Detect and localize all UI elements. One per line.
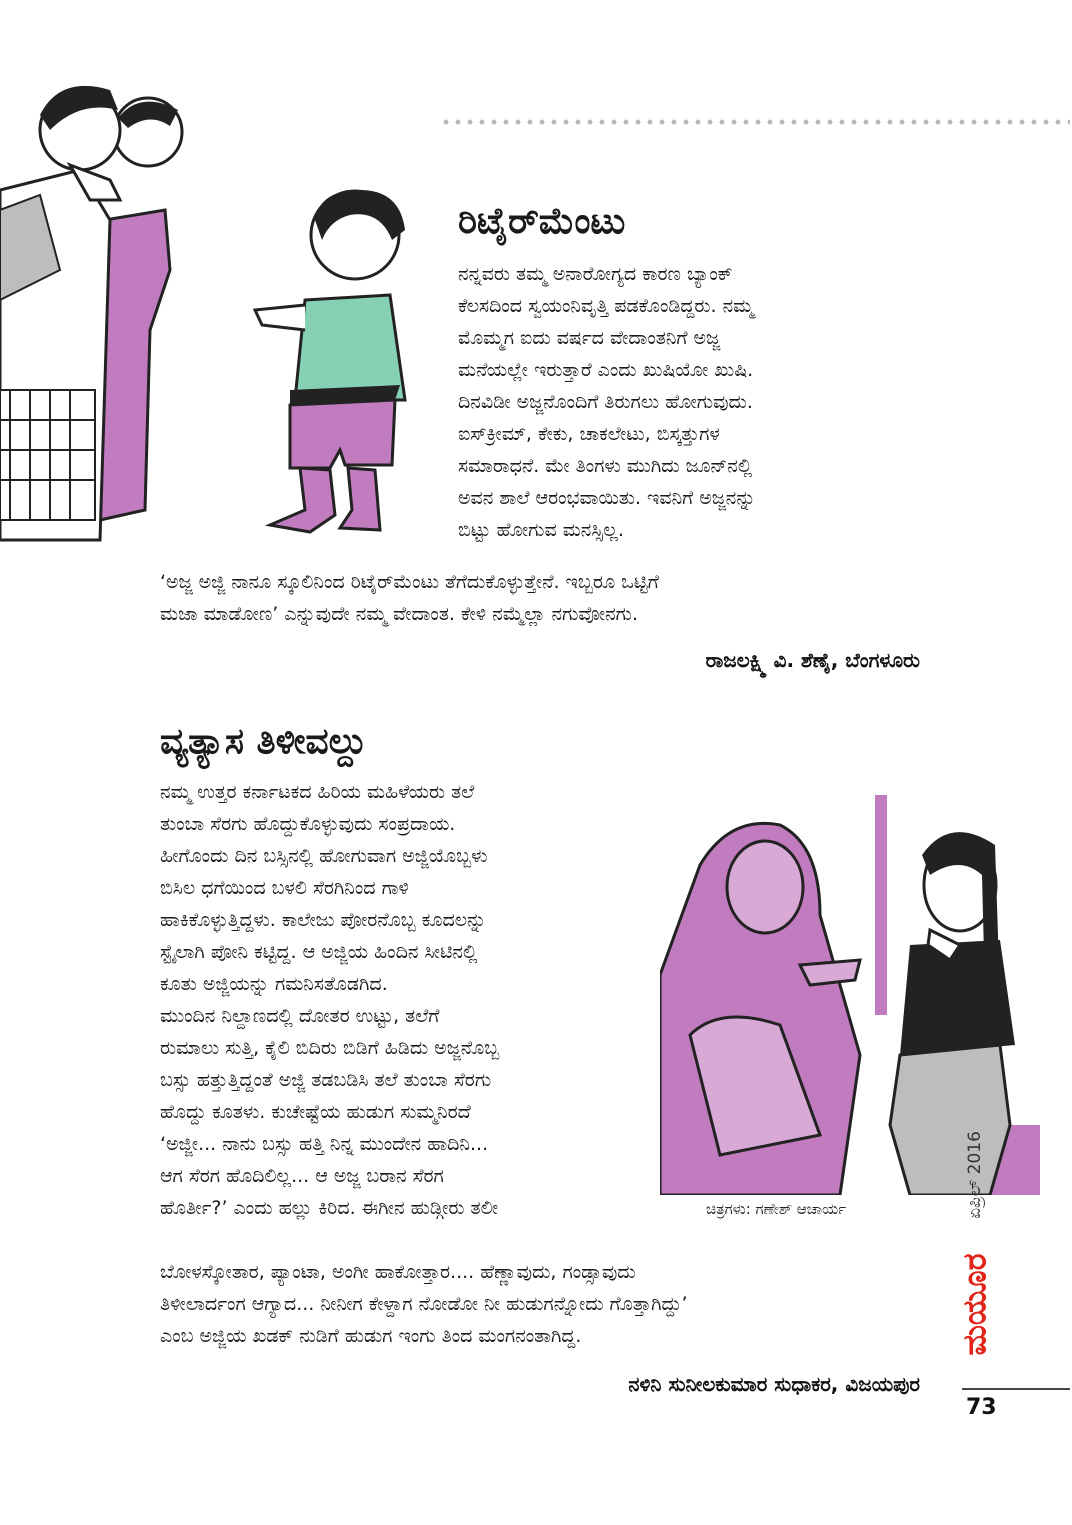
story1-title: ರಿಟೈರ್‌ಮೆಂಟು [458, 201, 626, 242]
issue-date: ಏಪ್ರಿಲ್ 2016 [965, 1131, 985, 1219]
story1-body: ನನ್ನವರು ತಮ್ಮ ಅನಾರೋಗ್ಯದ ಕಾರಣ ಬ್ಯಾಂಕ್ ಕೆಲಸದಿಂದ ಸ್ವಯಂನಿವೃತ್ತಿ ಪಡಕೊಂಡಿದ್ದರು. ನಮ್ಮ ಮೊಮ್ಮಗ ಐದು ವರ್ಷದ ವೇದಾಂತನಿಗೆ ಅಜ್ಜ ಮನೆಯಲ್ಲೇ ಇರುತ್ತಾರೆ ಎಂದು ಖುಷಿಯೋ ಖುಷಿ. ದಿನವಿಡೀ ಅಜ್ಜನೊಂದಿಗೆ ತಿರುಗಲು ಹೋಗುವುದು. ಐಸ್‌ಕ್ರೀಮ್, ಕೇಕು, ಚಾಕಲೇಟು, ಬಿಸ್ಕತ್ತುಗಳ ಸಮಾರಾಧನೆ. ಮೇ ತಿಂಗಳು ಮುಗಿದು ಜೂನ್‌ನಲ್ಲಿ ಅವನ ಶಾಲೆ ಆರಂಭವಾಯಿತು. ಇವನಿಗೆ ಅಜ್ಜನನ್ನು ಬಿಟ್ಟು ಹೋಗುವ ಮನಸ್ಸಿಲ್ಲ. [458, 263, 756, 541]
magazine-logo: ಮಯೂರ [955, 1252, 994, 1356]
story2-body-full-width: ಬೋಳಸ್ಕೋತಾರ, ಪ್ಯಾಂಟಾ, ಅಂಗೀ ಹಾಕೋತ್ತಾರ.... ಹೆಣ್ಣಾವುದು, ಗಂಡ್ಸಾವುದು ತಿಳೀಲಾರ್ದಂಗ ಆಗ್ಯಾದ... ನೀನೀಗ ಕೇಳ್ದಾಗ ನೋಡೋ ನೀ ಹುಡುಗನ್ನೋದು ಗೊತ್ತಾಗಿದ್ದು’ ಎಂಬ ಅಜ್ಜಿಯ ಖಡಕ್ ನುಡಿಗೆ ಹುಡುಗ ಇಂಗು ತಿಂದ ಮಂಗನಂತಾಗಿದ್ದ. [160, 1261, 688, 1347]
dotted-divider [440, 119, 1070, 125]
story2-title: ವ್ಯತ್ಯಾಸ ತಿಳೀವಲ್ದು [160, 721, 367, 762]
story2-byline: ನಳಿನಿ ಸುನೀಲಕುಮಾರ ಸುಧಾಕರ, ವಿಜಯಪುರ [628, 1372, 920, 1396]
story2-body: ನಮ್ಮ ಉತ್ತರ ಕರ್ನಾಟಕದ ಹಿರಿಯ ಮಹಿಳೆಯರು ತಲೆ ತುಂಬಾ ಸೆರಗು ಹೊದ್ದುಕೊಳ್ಳುವುದು ಸಂಪ್ರದಾಯ. ಹೀಗೊಂದು ದಿನ ಬಸ್ಸಿನಲ್ಲಿ ಹೋಗುವಾಗ ಅಜ್ಜಿಯೊಬ್ಬಳು ಬಿಸಿಲ ಧಗೆಯಿಂದ ಬಳಲಿ ಸೆರಗಿನಿಂದ ಗಾಳಿ ಹಾಕಿಕೊಳ್ಳುತ್ತಿದ್ದಳು. ಕಾಲೇಜು ಪೋರನೊಬ್ಬ ಕೂದಲನ್ನು ಸ್ಟೈಲಾಗಿ ಪೋನಿ ಕಟ್ಟಿದ್ದ. ಆ ಅಜ್ಜಿಯ ಹಿಂದಿನ ಸೀಟಿನಲ್ಲಿ ಕೂತು ಅಜ್ಜಿಯನ್ನು ಗಮನಿಸತೊಡಗಿದ. ಮುಂದಿನ ನಿಲ್ದಾಣದಲ್ಲಿ ದೋತರ ಉಟ್ಟು, ತಲೆಗೆ ರುಮಾಲು ಸುತ್ತಿ, ಕೈಲಿ ಬಿದಿರು ಬಿಡಿಗೆ ಹಿಡಿದು ಅಜ್ಜನೊಬ್ಬ ಬಸ್ಸು ಹತ್ತುತ್ತಿದ್ದಂತೆ ಅಜ್ಜಿ ತಡಬಡಿಸಿ ತಲೆ ತುಂಬಾ ಸೆರಗು ಹೊದ್ದು ಕೂತಳು. ಕುಚೇಷ್ಟೆಯ ಹುಡುಗ ಸುಮ್ಮನಿರದೆ ‘ಅಜ್ಜೀ... ನಾನು ಬಸ್ಸು ಹತ್ತಿ ನಿನ್ನ ಮುಂದೇನ ಹಾದಿನಿ... ಆಗ ಸೆರಗ ಹೊದಿಲಿಲ್ಲ... ಆ ಅಜ್ಜ ಬರಾನ ಸೆರಗ ಹೊರ್ತೀ?’ ಎಂದು ಹಲ್ಲು ಕಿರಿದ. ಈಗೀನ ಹುಡ್ಗೀರು ತಲೀ [160, 781, 500, 1219]
illustration-credit: ಚಿತ್ರಗಳು: ಗಣೇಶ್ ಆಚಾರ್ಯ [706, 1200, 846, 1218]
illustration-grandparents-boy [0, 70, 440, 550]
story1-body-full-width: ‘ಅಜ್ಜ ಅಜ್ಜಿ ನಾನೂ ಸ್ಕೂಲಿನಿಂದ ರಿಟೈರ್‌ಮೆಂಟು ತೆಗೆದುಕೊಳ್ಳುತ್ತೇನೆ. ಇಬ್ಬರೂ ಒಟ್ಟಿಗೆ ಮಜಾ ಮಾಡೋಣ’ ಎನ್ನುವುದೇ ನಮ್ಮ ವೇದಾಂತ. ಕೇಳಿ ನಮ್ಮೆಲ್ಲಾ ನಗುವೋನಗು. [160, 571, 659, 625]
footer-rule [962, 1388, 1070, 1390]
story1-byline: ರಾಜಲಕ್ಷ್ಮಿ ವಿ. ಶೆಣೈ, ಬೆಂಗಳೂರು [705, 648, 920, 672]
page-number: 73 [966, 1395, 997, 1420]
